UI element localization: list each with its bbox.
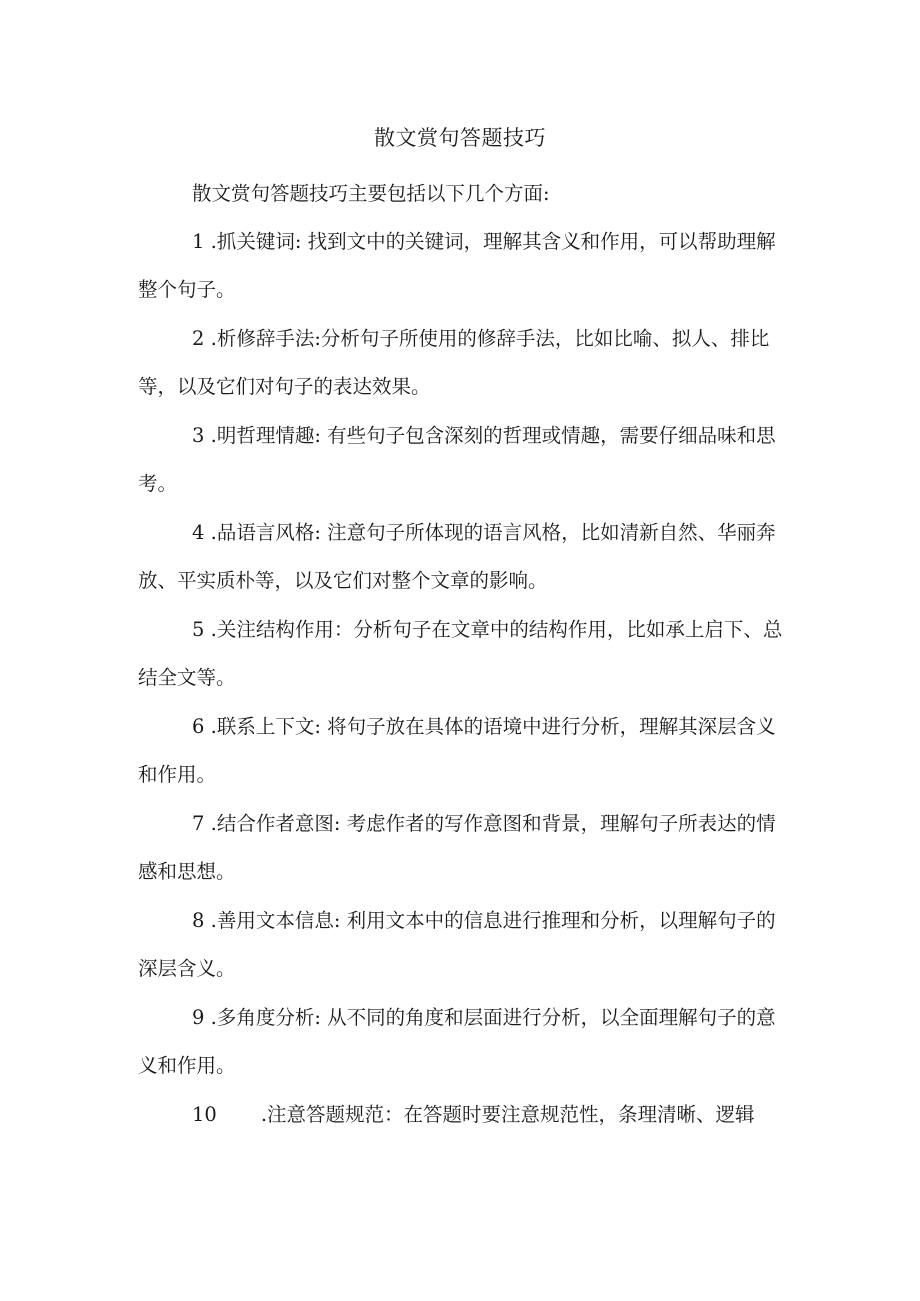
item-text: .明哲理情趣: 有些句子包含深刻的哲理或情趣，需要仔细品味和思考。 [138,424,776,495]
item-text: .联系上下文: 将句子放在具体的语境中进行分析，理解其深层含义和作用。 [138,715,776,786]
document-title: 散文赏句答题技巧 [374,126,546,150]
item-text: .注意答题规范：在答题时要注意规范性，条理清晰、逻辑 [260,1103,755,1126]
item-number: 9 [192,1006,205,1029]
list-item [138,218,788,314]
list-item [138,412,788,508]
item-text: .关注结构作用：分析句子在文章中的结构作用，比如承上启下、总结全文等。 [138,618,783,689]
item-number: 7 [192,812,205,835]
list-item [138,509,788,605]
item-text: .善用文本信息: 利用文本中的信息进行推理和分析，以理解句子的深层含义。 [138,909,776,980]
item-text: .多角度分析: 从不同的角度和层面进行分析，以全面理解句子的意义和作用。 [138,1006,776,1077]
item-text: .结合作者意图: 考虑作者的写作意图和背景，理解句子所表达的情感和思想。 [138,812,776,883]
list-item [138,315,788,411]
item-number: 2 [192,327,205,350]
item-number: 5 [192,618,205,641]
item-number: 3 [192,424,205,447]
item-text: .抓关键词: 找到文中的关键词，理解其含义和作用，可以帮助理解整个句子。 [138,230,776,301]
list-item [138,994,788,1090]
item-number: 4 [192,521,205,544]
tips-list [138,218,788,1140]
item-number: 1 [192,230,205,253]
list-item [138,800,788,896]
intro-paragraph: 散文赏句答题技巧主要包括以下几个方面: [192,182,550,205]
item-number: 6 [192,715,205,738]
item-number: 10 [192,1103,217,1126]
list-item [138,606,788,702]
item-text: .品语言风格: 注意句子所体现的语言风格，比如清新自然、华丽奔放、平实质朴等，以及它们对整个文章的影响。 [138,521,776,592]
list-item [138,897,788,993]
item-number: 8 [192,909,205,932]
item-text: .析修辞手法:分析句子所使用的修辞手法，比如比喻、拟人、排比等，以及它们对句子的表达效果。 [138,327,770,398]
list-item [138,1091,788,1139]
list-item [138,703,788,799]
